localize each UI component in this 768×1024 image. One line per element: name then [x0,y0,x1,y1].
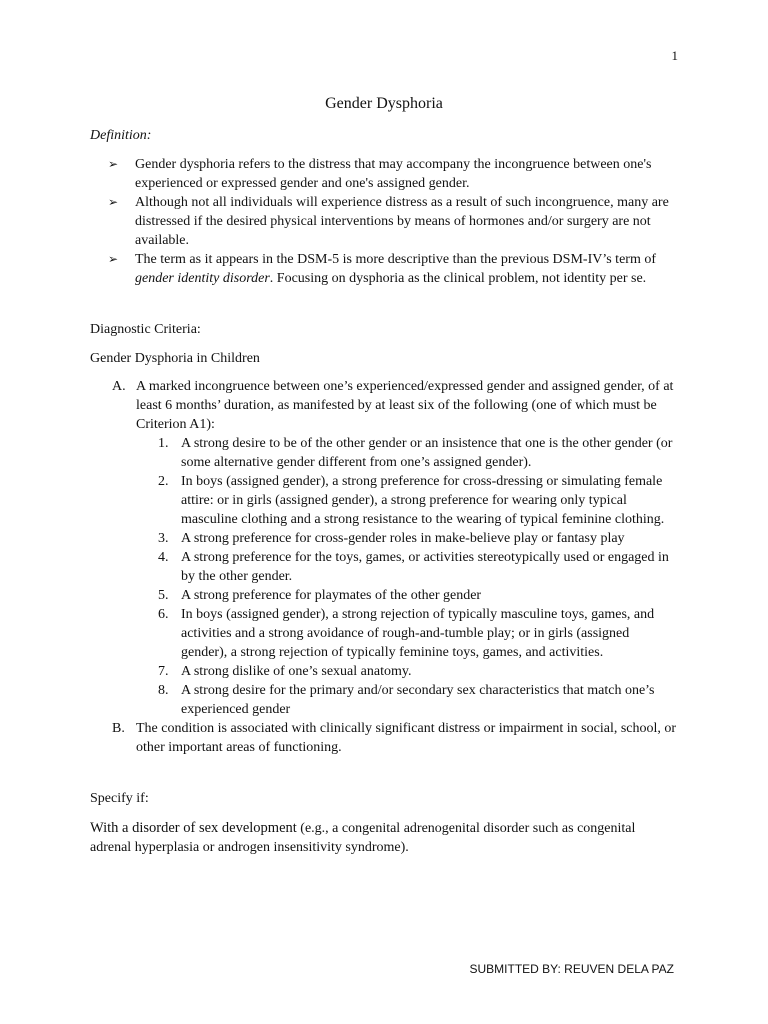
bullet-text: Gender dysphoria refers to the distress that may accompany the incongruence between one's experienced or expressed gender and one's assigned gender. [135,157,652,191]
specify-heading: Specify if: [90,791,149,806]
sub-criterion-number: 6. [158,607,169,622]
sub-criterion-text: A strong preference for cross-gender roles in make-believe play or fantasy play [181,531,625,546]
arrowhead-bullet-icon: ➢ [108,195,119,209]
sub-criterion [136,681,678,719]
sub-criterion-number: 3. [158,531,169,546]
criterion-a-sublist [136,434,678,719]
submitted-by-footer: SUBMITTED BY: REUVEN DELA PAZ [469,962,674,976]
sub-criterion-text: A strong desire for the primary and/or secondary sex characteristics that match one’s experienced gender [181,683,655,717]
page-number: 1 [671,48,678,63]
sub-criterion-number: 4. [158,550,169,565]
children-section-heading: Gender Dysphoria in Children [90,351,260,366]
specifier-label: With a disorder of sex development [90,820,297,836]
sub-criterion-text: A strong desire to be of the other gender or an insistence that one is the other gender (or some alternative gender different from one’s assigned gender). [181,436,673,470]
criterion-b [108,719,678,757]
bullet-text-before: The term as it appears in the DSM-5 is more descriptive than the previous DSM-IV’s term of [135,252,656,267]
sub-criterion-text: A strong dislike of one’s sexual anatomy. [181,664,412,679]
sub-criterion-number: 8. [158,683,169,698]
sub-criterion-number: 1. [158,436,169,451]
definition-heading: Definition: [90,128,152,143]
criterion-letter: B. [112,721,125,736]
sub-criterion-number: 7. [158,664,169,679]
sub-criterion-number: 5. [158,588,169,603]
specifier-text: (e.g., a congenital adrenogenital disorder such as congenital adrenal hyperplasia or androgen insensitivity syndrome). [90,821,636,855]
sub-criterion-text: A strong preference for the toys, games, or activities stereotypically used or engaged in by the other gender. [181,550,669,584]
bullet-text-italic: gender identity disorder [135,271,270,286]
sub-criterion-text: In boys (assigned gender), a strong preference for cross-dressing or simulating female attire: or in girls (assigned gender), a strong preference for wearing only typical masculine clothing and a strong resistance to the wearing of typical feminine clothing. [181,474,665,527]
sub-criterion-number: 2. [158,474,169,489]
sub-criterion-text: A strong preference for playmates of the other gender [181,588,482,603]
sub-criterion [136,662,678,681]
diagnostic-criteria-heading: Diagnostic Criteria: [90,322,201,337]
arrowhead-bullet-icon: ➢ [108,157,119,171]
criterion-text: The condition is associated with clinically significant distress or impairment in social, school, or other important areas of functioning. [136,721,677,755]
criterion-text: A marked incongruence between one’s experienced/expressed gender and assigned gender, of at least 6 months’ duration, as manifested by at least six of the following (one of which must be Criterion A1): [136,379,674,432]
definition-bullet [108,250,678,288]
sub-criterion [136,586,678,605]
sub-criterion [136,605,678,662]
document-title: Gender Dysphoria [325,95,443,112]
sub-criterion-text: In boys (assigned gender), a strong rejection of typically masculine toys, games, and activities and a strong avoidance of rough-and-tumble play; or in girls (assigned gender), a strong rejection of typically feminine toys, games, and activities. [181,607,655,660]
sub-criterion [136,472,678,529]
definition-bullet [108,193,678,250]
arrowhead-bullet-icon: ➢ [108,252,119,266]
sub-criterion [136,529,678,548]
bullet-text [135,252,656,286]
definition-bullet-list [108,155,678,288]
criterion-letter: A. [112,379,126,394]
sex-development-specifier [90,819,680,857]
sub-criterion [136,434,678,472]
bullet-text: Although not all individuals will experience distress as a result of such incongruence, many are distressed if the desired physical interventions by means of hormones and/or surgery are not available. [135,195,669,248]
sub-criterion [136,548,678,586]
definition-bullet [108,155,678,193]
criteria-list [108,377,678,757]
criterion-a [108,377,678,719]
bullet-text-after: . Focusing on dysphoria as the clinical problem, not identity per se. [269,271,647,286]
